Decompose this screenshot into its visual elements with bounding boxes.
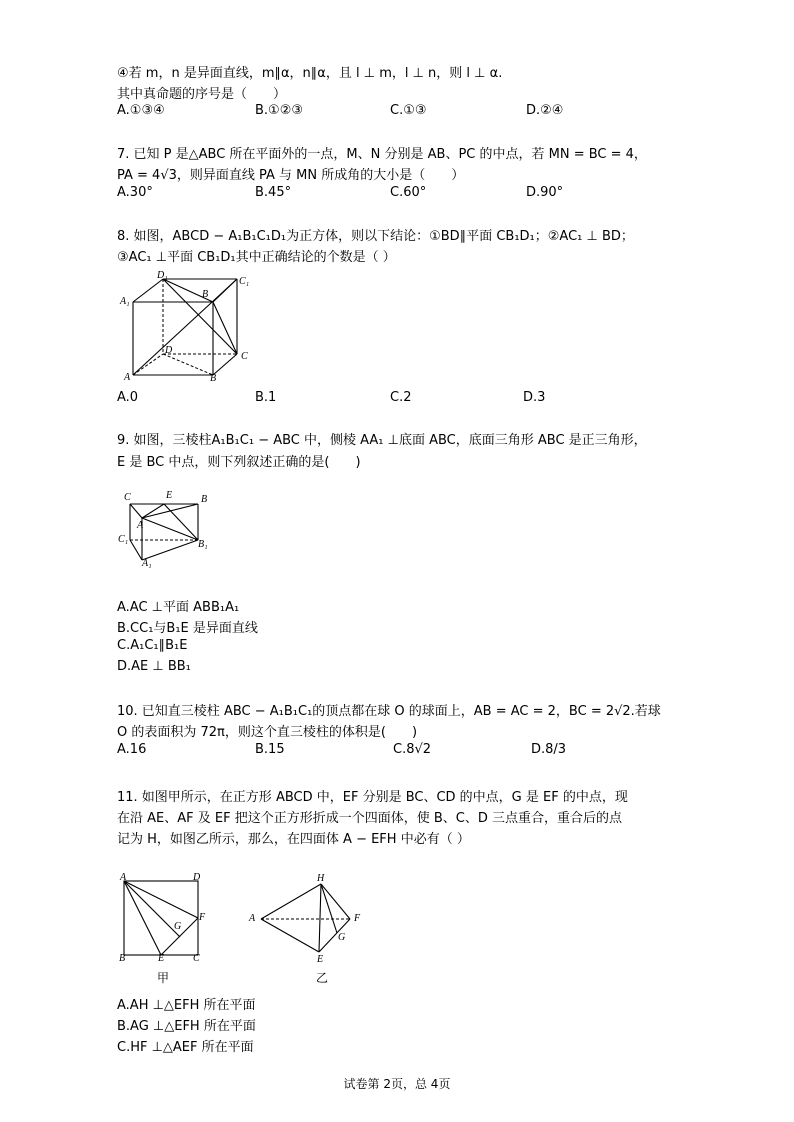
q11-option-b: B.AG ⊥△EFH 所在平面 bbox=[117, 1019, 256, 1034]
q8-option-d: D.3 bbox=[523, 390, 546, 405]
label-f: F bbox=[199, 912, 206, 923]
label-c: C bbox=[241, 351, 248, 362]
q9-option-b: B.CC₁与B₁E 是异面直线 bbox=[117, 621, 258, 636]
q7-line-1: 7. 已知 P 是△ABC 所在平面外的一点，M、N 分别是 AB、PC 的中点，若 MN = BC = 4， bbox=[117, 147, 647, 162]
q7-options bbox=[0, 185, 794, 205]
label-d1: D₁ bbox=[157, 270, 168, 281]
label-e: E bbox=[158, 953, 165, 964]
q8-option-c: C.2 bbox=[390, 390, 412, 405]
q6-option-a: A.①③④ bbox=[117, 103, 165, 118]
label-c: C bbox=[124, 492, 131, 503]
q9-line-2: E 是 BC 中点，则下列叙述正确的是( ) bbox=[117, 455, 361, 470]
q6-option-b: B.①②③ bbox=[255, 103, 304, 118]
label-b: B bbox=[201, 494, 208, 505]
q10-line-2: O 的表面积为 72π，则这个直三棱柱的体积是( ) bbox=[117, 725, 418, 740]
label-b: B bbox=[210, 373, 217, 384]
q6-prompt: 其中真命题的序号是（ ） bbox=[117, 87, 287, 102]
label-a: A bbox=[124, 372, 131, 383]
q10-option-a: A.16 bbox=[117, 742, 147, 757]
label-a: A bbox=[120, 872, 127, 883]
q8-option-a: A.0 bbox=[117, 390, 139, 405]
label-d: D bbox=[165, 345, 173, 356]
q11-line-3: 记为 H，如图乙所示，那么，在四面体 A − EFH 中必有（ ） bbox=[117, 832, 470, 847]
q11-line-2: 在沿 AE、AF 及 EF 把这个正方形折成一个四面体，使 B、C、D 三点重合，重合后的点 bbox=[117, 811, 622, 826]
q7-option-b: B.45° bbox=[255, 185, 292, 200]
q9-option-d: D.AE ⊥ BB₁ bbox=[117, 659, 191, 674]
q8-options bbox=[0, 390, 794, 410]
q11-line-1: 11. 如图甲所示，在正方形 ABCD 中，EF 分别是 BC、CD 的中点，G 是 EF 的中点，现 bbox=[117, 790, 628, 805]
q6-option-d: D.②④ bbox=[526, 103, 564, 118]
label-c: C bbox=[193, 953, 200, 964]
q6-statement-4: ④若 m，n 是异面直线，m∥α，n∥α，且 l ⊥ m，l ⊥ n，则 l ⊥ α. bbox=[117, 66, 503, 81]
tetrahedron-figure bbox=[255, 876, 365, 961]
label-e: E bbox=[166, 490, 173, 501]
cube-figure bbox=[115, 270, 255, 385]
q6-options bbox=[0, 103, 794, 123]
q10-option-d: D.8/3 bbox=[531, 742, 567, 757]
label-b: B bbox=[119, 953, 126, 964]
label-g: G bbox=[338, 932, 346, 943]
label-e: E bbox=[317, 954, 324, 965]
q6-option-c: C.①③ bbox=[390, 103, 427, 118]
q7-line-2: PA = 4√3，则异面直线 PA 与 MN 所成角的大小是（ ） bbox=[117, 168, 465, 183]
q9-option-a: A.AC ⊥平面 ABB₁A₁ bbox=[117, 600, 240, 615]
label-f: F bbox=[354, 913, 361, 924]
q8-option-b: B.1 bbox=[255, 390, 277, 405]
label-c1: C₁ bbox=[118, 534, 129, 545]
q11-option-a: A.AH ⊥△EFH 所在平面 bbox=[117, 998, 256, 1013]
q10-option-b: B.15 bbox=[255, 742, 285, 757]
q7-option-d: D.90° bbox=[526, 185, 564, 200]
label-b1: B₁ bbox=[198, 539, 208, 550]
figure-caption-jia: 甲 bbox=[157, 971, 170, 985]
label-d: D bbox=[193, 872, 201, 883]
label-a: A bbox=[249, 913, 256, 924]
q11-option-c: C.HF ⊥△AEF 所在平面 bbox=[117, 1040, 254, 1055]
q10-options bbox=[0, 742, 794, 762]
label-g: G bbox=[174, 921, 182, 932]
figure-caption-yi: 乙 bbox=[316, 971, 329, 985]
label-a: A bbox=[137, 520, 144, 531]
q10-option-c: C.8√2 bbox=[393, 742, 432, 757]
q7-option-a: A.30° bbox=[117, 185, 153, 200]
label-a1: A₁ bbox=[120, 296, 130, 307]
label-a1: A₁ bbox=[142, 558, 152, 569]
page-footer: 试卷第 2页，总 4页 bbox=[343, 1077, 451, 1091]
q9-line-1: 9. 如图，三棱柱A₁B₁C₁ − ABC 中，侧棱 AA₁ ⊥底面 ABC，底面三角形 ABC 是正三角形， bbox=[117, 433, 647, 448]
q8-line-1: 8. 如图，ABCD − A₁B₁C₁D₁为正方体，则以下结论：①BD∥平面 CB₁D₁；②AC₁ ⊥ BD； bbox=[117, 229, 634, 244]
label-b1: B bbox=[202, 289, 209, 300]
square-figure bbox=[120, 875, 210, 960]
label-c1: C₁ bbox=[239, 276, 250, 287]
q8-line-2: ③AC₁ ⊥平面 CB₁D₁其中正确结论的个数是（ ） bbox=[117, 250, 396, 265]
label-h: H bbox=[317, 873, 325, 884]
q7-option-c: C.60° bbox=[390, 185, 427, 200]
q9-option-c: C.A₁C₁∥B₁E bbox=[117, 638, 188, 653]
q10-line-1: 10. 已知直三棱柱 ABC − A₁B₁C₁的顶点都在球 O 的球面上，AB = AC = 2，BC = 2√2.若球 bbox=[117, 704, 661, 719]
